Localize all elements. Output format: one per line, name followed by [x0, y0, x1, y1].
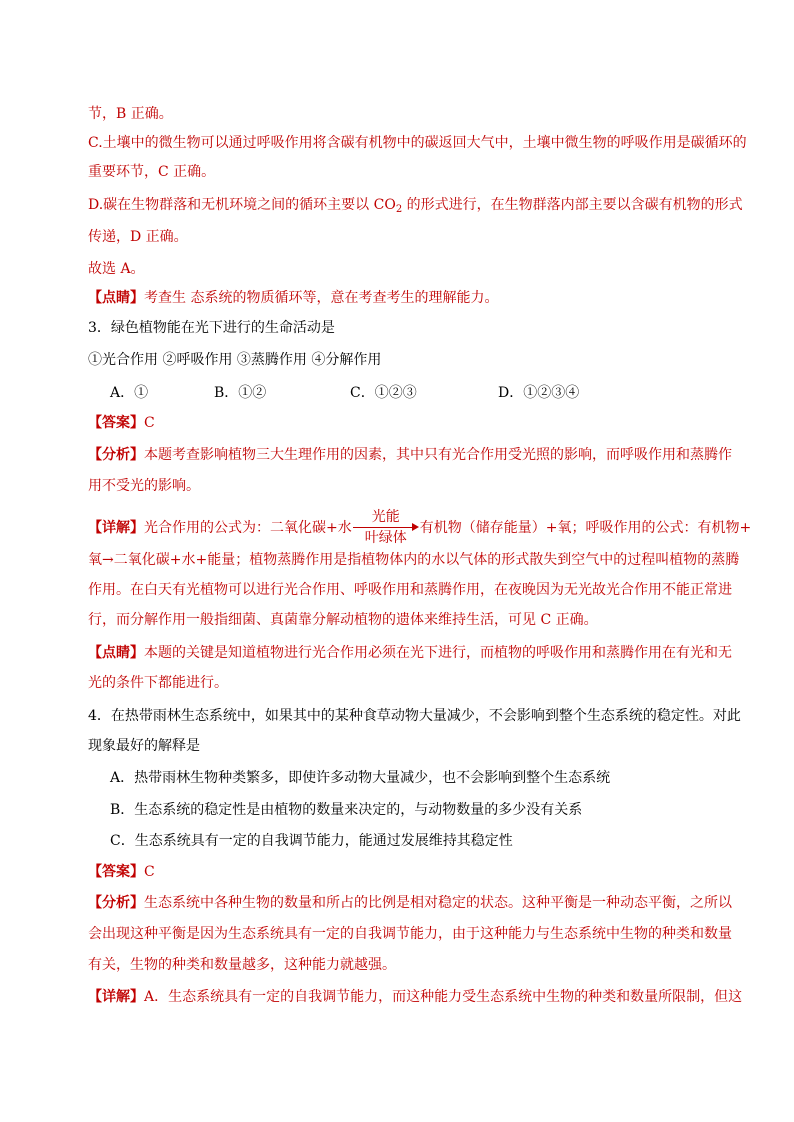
- tip-line: 【点睛】本题的关键是知道植物进行光合作用必须在光下进行，而植物的呼吸作用和蒸腾作用在有光和无: [88, 645, 732, 661]
- question-3-items: ①光合作用 ②呼吸作用 ③蒸腾作用 ④分解作用: [88, 352, 382, 368]
- text-line: 重要环节，C 正确。: [88, 164, 216, 180]
- detail-line: 作用。在白天有光植物可以进行光合作用、呼吸作用和蒸腾作用，在夜晚因为无光故光合作用不能正常进: [88, 582, 732, 598]
- text-line: C.土壤中的微生物可以通过呼吸作用将含碳有机物中的碳返回大气中，土壤中微生物的呼吸作用是碳循环的: [88, 135, 747, 151]
- text-line: 故选 A。: [88, 261, 145, 277]
- tip-line: 【点睛】考查生 态系统的物质循环等，意在考查考生的理解能力。: [88, 290, 499, 306]
- detail-line: 【详解】A．生态系统具有一定的自我调节能力，而这种能力受生态系统中生物的种类和数量所限制，但这: [88, 989, 743, 1005]
- detail-line: 行，而分解作用一般指细菌、真菌靠分解动植物的遗体来维持生活，可见 C 正确。: [88, 612, 598, 628]
- answer-line: 【答案】C: [88, 415, 155, 431]
- question-4-option-a: A．热带雨林生物种类繁多，即使许多动物大量减少，也不会影响到整个生态系统: [110, 770, 611, 786]
- question-3-option-b: B．①②: [214, 385, 267, 401]
- tip-line: 光的条件下都能进行。: [88, 675, 228, 691]
- analysis-line: 会出现这种平衡是因为生态系统具有一定的自我调节能力，由于这种能力与生态系统中生物的种类和数量: [88, 926, 732, 942]
- photosynthesis-formula-arrow: 光能 叶绿体: [353, 508, 419, 548]
- question-4-stem: 4．在热带雨林生态系统中，如果其中的某种食草动物大量减少，不会影响到整个生态系统的稳定性。对此: [88, 708, 741, 724]
- question-4-option-b: B．生态系统的稳定性是由植物的数量来决定的，与动物数量的多少没有关系: [110, 802, 583, 818]
- question-4-stem: 现象最好的解释是: [88, 738, 200, 754]
- analysis-line: 【分析】本题考查影响植物三大生理作用的因素，其中只有光合作用受光照的影响，而呼吸作用和蒸腾作: [88, 447, 732, 463]
- analysis-line: 用不受光的影响。: [88, 478, 200, 494]
- text-line: 节，B 正确。: [88, 106, 173, 122]
- analysis-line: 有关，生物的种类和数量越多，这种能力就越强。: [88, 957, 396, 973]
- question-4-option-c: C．生态系统具有一定的自我调节能力，能通过发展维持其稳定性: [110, 833, 513, 849]
- question-3-option-d: D．①②③④: [498, 385, 580, 401]
- detail-line: 氧→二氧化碳+水+能量；植物蒸腾作用是指植物体内的水以气体的形式散失到空气中的过程叫植物的蒸腾: [88, 552, 740, 568]
- analysis-line: 【分析】生态系统中各种生物的数量和所占的比例是相对稳定的状态。这种平衡是一种动态平衡，之所以: [88, 895, 732, 911]
- answer-line: 【答案】C: [88, 864, 155, 880]
- question-3-stem: 3．绿色植物能在光下进行的生命活动是: [88, 320, 335, 336]
- detail-line-formula: 【详解】光合作用的公式为：二氧化碳+水 光能 叶绿体 有机物（储存能量）+氧；呼吸作用的公式：有机物+: [88, 509, 752, 546]
- question-3-option-a: A．①: [110, 385, 149, 401]
- text-line: D.碳在生物群落和无机环境之间的循环主要以 $CO_2$ 的形式进行，在生物群落内部主要以含碳有机物的形式: [88, 197, 743, 215]
- text-line: 传递，D 正确。: [88, 229, 188, 245]
- question-3-option-c: C．①②③: [350, 385, 417, 401]
